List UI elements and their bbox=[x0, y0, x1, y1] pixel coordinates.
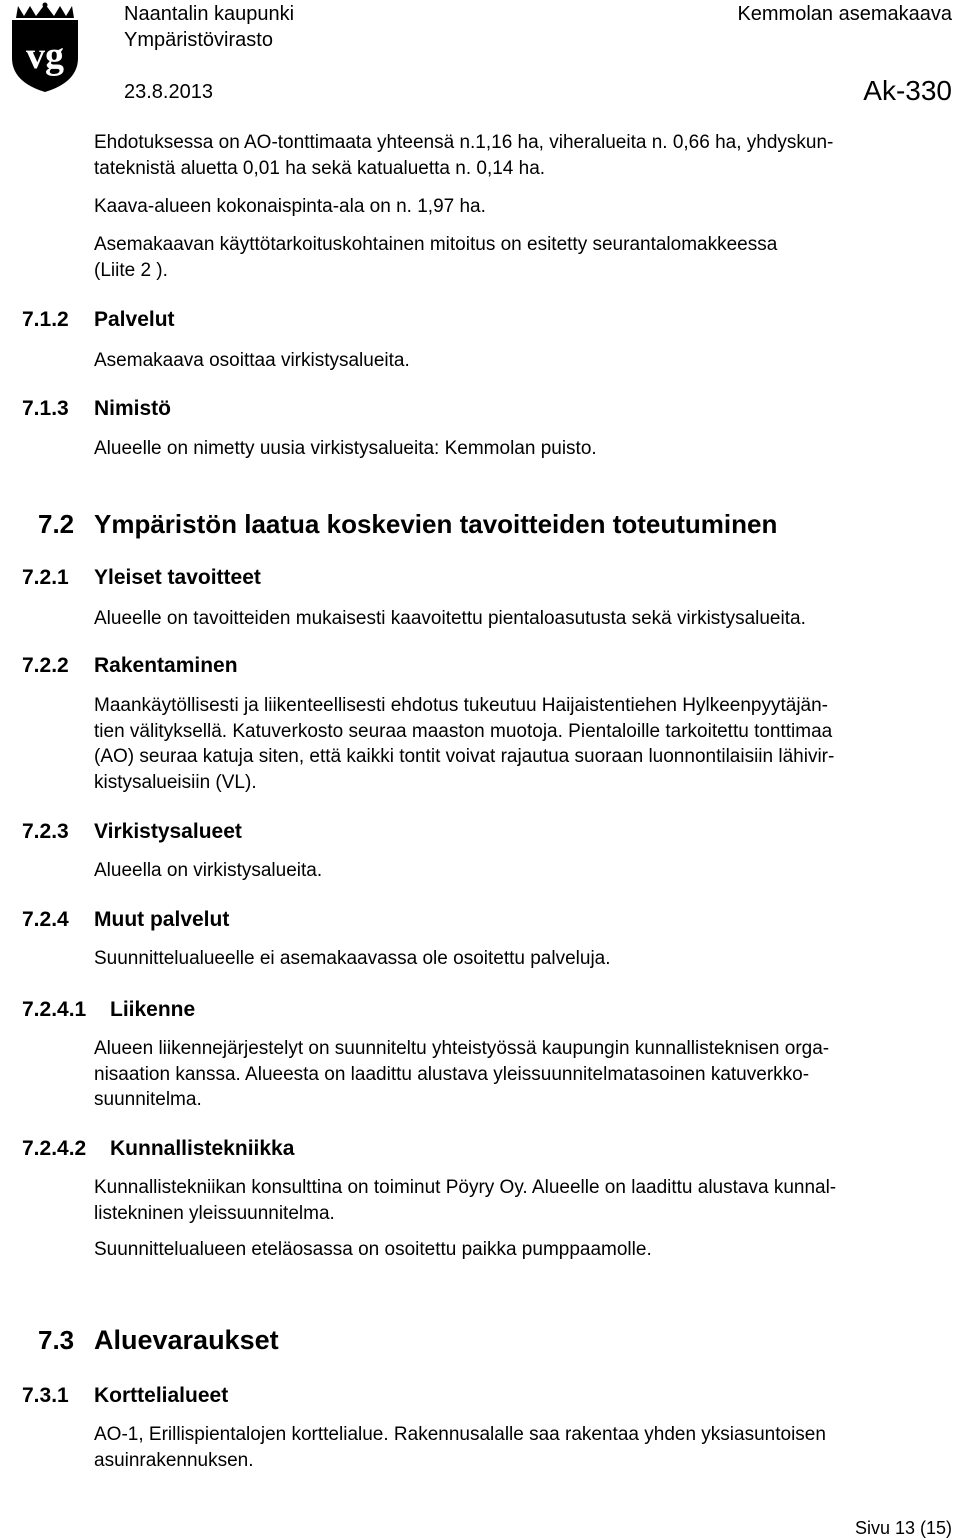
section-text: Alueella on virkistysalueita. bbox=[94, 860, 323, 881]
paragraph-line: asuinrakennuksen. bbox=[94, 1449, 254, 1471]
paragraph-line: tateknistä aluetta 0,01 ha sekä katualuetta n. 0,14 ha. bbox=[94, 157, 546, 179]
paragraph-line: (Liite 2 ). bbox=[94, 259, 168, 281]
naantali-coat-of-arms-icon bbox=[8, 2, 82, 94]
section-text: Suunnittelualueen eteläosassa on osoitettu paikka pumppaamolle. bbox=[94, 1239, 652, 1260]
document-date: 23.8.2013 bbox=[124, 81, 213, 103]
section-heading: Aluevaraukset bbox=[94, 1325, 279, 1355]
paragraph-line: nisaation kanssa. Alueesta on laadittu alustava yleissuunnitelmatasoinen katuverkko- bbox=[94, 1063, 810, 1085]
section-text: Asemakaava osoittaa virkistysalueita. bbox=[94, 350, 410, 371]
section-text bbox=[94, 1036, 958, 1113]
section-text bbox=[94, 693, 958, 795]
section-number: 7.1.3 bbox=[22, 397, 69, 420]
section-number: 7.1.2 bbox=[22, 308, 69, 331]
paragraph-line: listekninen yleissuunnitelma. bbox=[94, 1202, 335, 1224]
section-title: Virkistysalueet bbox=[94, 820, 242, 843]
logo-monogram: vg bbox=[26, 35, 64, 77]
page-number: Sivu 13 (15) bbox=[854, 1518, 952, 1538]
section-number: 7.3 bbox=[38, 1325, 75, 1355]
section-number: 7.2.4 bbox=[22, 908, 69, 931]
paragraph-total-area: Kaava-alueen kokonaispinta-ala on n. 1,97 ha. bbox=[94, 196, 486, 217]
section-title: Rakentaminen bbox=[94, 654, 238, 677]
section-title: Liikenne bbox=[110, 998, 196, 1021]
section-number: 7.2.1 bbox=[22, 566, 69, 589]
document-code: Ak-330 bbox=[863, 75, 952, 106]
section-text: Alueelle on tavoitteiden mukaisesti kaavoitettu pientaloasutusta sekä virkistysalueita. bbox=[94, 608, 806, 629]
section-title: Palvelut bbox=[94, 308, 175, 331]
section-number: 7.2.2 bbox=[22, 654, 69, 677]
section-text: Alueelle on nimetty uusia virkistysalueita: Kemmolan puisto. bbox=[94, 438, 597, 459]
document-title: Kemmolan asemakaava bbox=[737, 3, 952, 25]
section-number: 7.3.1 bbox=[22, 1384, 69, 1407]
paragraph-line: (AO) seuraa katuja siten, että kaikki tontit voivat rajautua suoraan luonnontilaisiin lähivir- bbox=[94, 746, 835, 767]
paragraph-line: kistysalueisiin (VL). bbox=[94, 771, 257, 793]
section-number: 7.2.4.2 bbox=[22, 1137, 87, 1160]
section-text bbox=[94, 1175, 958, 1226]
section-number: 7.2.3 bbox=[22, 820, 69, 843]
section-heading: Ympäristön laatua koskevien tavoitteiden toteutuminen bbox=[94, 509, 778, 539]
paragraph-line: Maankäytöllisesti ja liikenteellisesti ehdotus tukeutuu Haijaistentiehen Hylkeenpyytäjän- bbox=[94, 695, 829, 716]
section-title: Korttelialueet bbox=[94, 1384, 229, 1407]
section-title: Nimistö bbox=[94, 397, 172, 420]
paragraph-line: suunnitelma. bbox=[94, 1089, 202, 1110]
paragraph-area-summary bbox=[94, 130, 958, 181]
paragraph-line: Alueen liikennejärjestelyt on suunniteltu yhteistyössä kaupungin kunnallisteknisen orga- bbox=[94, 1038, 830, 1059]
paragraph-line: AO-1, Erillispientalojen korttelialue. Rakennusalalle saa rakentaa yhden yksiasuntoisen bbox=[94, 1424, 826, 1445]
paragraph-line: Kunnallistekniikan konsulttina on toiminut Pöyry Oy. Alueelle on laadittu alustava kunnal- bbox=[94, 1177, 837, 1198]
section-title: Yleiset tavoitteet bbox=[94, 566, 261, 589]
section-number: 7.2 bbox=[38, 509, 75, 539]
paragraph-dimensioning bbox=[94, 232, 958, 283]
department-name: Ympäristövirasto bbox=[124, 29, 273, 51]
section-title: Kunnallistekniikka bbox=[110, 1137, 295, 1160]
section-text bbox=[94, 1422, 958, 1473]
paragraph-line: tien välityksellä. Katuverkosto seuraa maaston muotoja. Pientaloille tarkoitettu tonttimaa bbox=[94, 720, 833, 742]
paragraph-line: Ehdotuksessa on AO-tonttimaata yhteensä n.1,16 ha, viheralueita n. 0,66 ha, yhdyskun- bbox=[94, 132, 834, 153]
paragraph-line: Asemakaavan käyttötarkoituskohtainen mitoitus on esitetty seurantalomakkeessa bbox=[94, 234, 778, 255]
section-title: Muut palvelut bbox=[94, 908, 230, 931]
organization-name: Naantalin kaupunki bbox=[124, 3, 295, 25]
section-text: Suunnittelualueelle ei asemakaavassa ole osoitettu palveluja. bbox=[94, 948, 611, 969]
section-number: 7.2.4.1 bbox=[22, 998, 87, 1021]
